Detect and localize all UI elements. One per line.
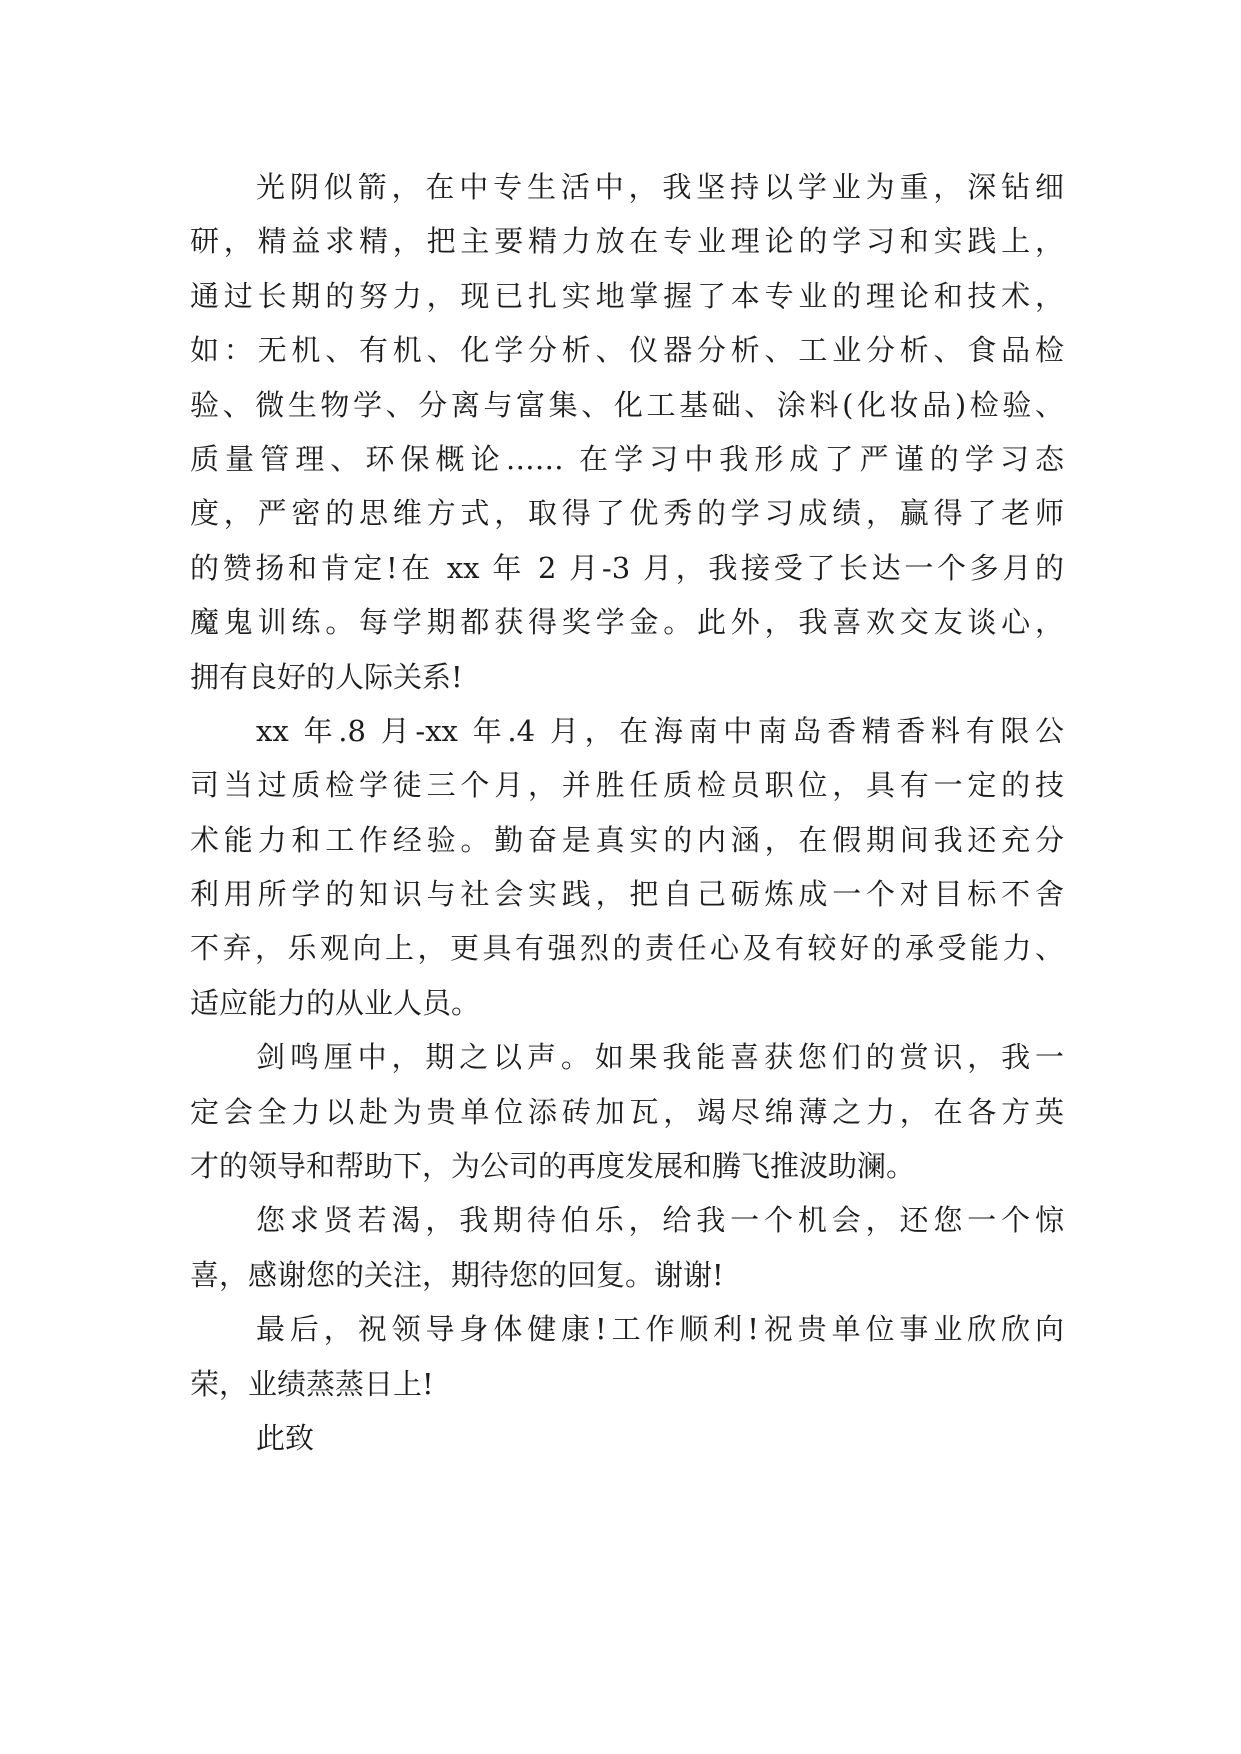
paragraph-line: 验、微生物学、分离与富集、化工基础、涂料(化妆品)检验、: [190, 387, 1064, 422]
paragraph-line: 的赞扬和肯定!在 xx 年 2 月-3 月，我接受了长达一个多月的: [190, 550, 1064, 585]
paragraph-line: 不弃，乐观向上，更具有强烈的责任心及有较好的承受能力、: [190, 931, 1064, 966]
paragraph-line: 通过长期的努力，现已扎实地掌握了本专业的理论和技术，: [190, 278, 1064, 313]
paragraph-line: 利用所学的知识与社会实践，把自己砺炼成一个对目标不舍: [190, 877, 1064, 912]
paragraph-line: 如：无机、有机、化学分析、仪器分析、工业分析、食品检: [190, 333, 1064, 368]
paragraph-line: 定会全力以赴为贵单位添砖加瓦，竭尽绵薄之力，在各方英: [190, 1094, 1064, 1129]
paragraph-line: xx 年.8 月-xx 年.4 月，在海南中南岛香精香料有限公: [256, 713, 1064, 748]
paragraph-line: 您求贤若渴，我期待伯乐，给我一个机会，还您一个惊: [256, 1203, 1064, 1238]
paragraph-line: 剑鸣厘中，期之以声。如果我能喜获您们的赏识，我一: [256, 1040, 1064, 1075]
paragraph-line: 荣，业绩蒸蒸日上!: [190, 1366, 434, 1401]
paragraph-line: 司当过质检学徒三个月，并胜任质检员职位，具有一定的技: [190, 768, 1064, 803]
paragraph-line: 光阴似箭，在中专生活中，我坚持以学业为重，深钻细: [256, 170, 1064, 204]
letter-body: [190, 160, 1064, 1465]
paragraph-line: 术能力和工作经验。勤奋是真实的内涵，在假期间我还充分: [190, 822, 1064, 857]
closing-salutation: 此致: [256, 1420, 315, 1455]
paragraph-line: 度，严密的思维方式，取得了优秀的学习成绩，赢得了老师: [190, 496, 1064, 531]
paragraph-line: 喜，感谢您的关注，期待您的回复。谢谢!: [190, 1257, 724, 1292]
paragraph-line: 适应能力的从业人员。: [190, 985, 481, 1020]
paragraph-line: 质量管理、环保概论…… 在学习中我形成了严谨的学习态: [190, 441, 1064, 476]
paragraph-line: 拥有良好的人际关系!: [190, 659, 463, 694]
paragraph-line: 才的领导和帮助下，为公司的再度发展和腾飞推波助澜。: [190, 1149, 916, 1184]
paragraph-line: 研，精益求精，把主要精力放在专业理论的学习和实践上，: [190, 224, 1064, 259]
paragraph-line: 最后，祝领导身体健康!工作顺利!祝贵单位事业欣欣向: [256, 1312, 1064, 1347]
paragraph-line: 魔鬼训练。每学期都获得奖学金。此外，我喜欢交友谈心，: [190, 605, 1064, 640]
